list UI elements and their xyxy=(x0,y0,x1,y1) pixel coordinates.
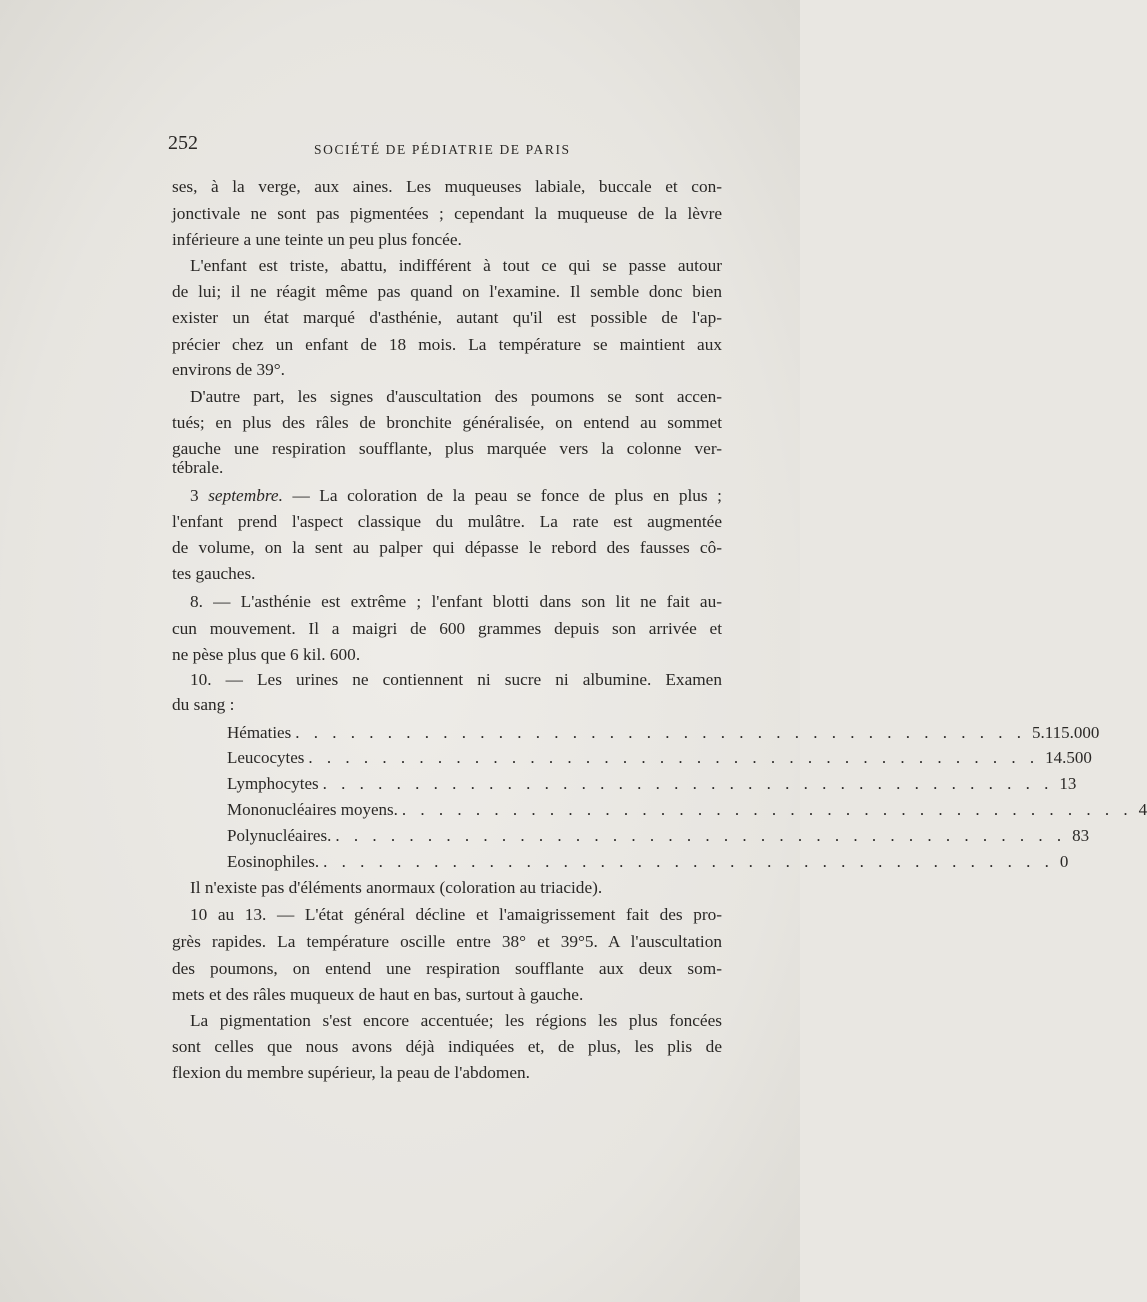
text-line: exister un état marqué d'asthénie, autant qu'il est possible de l'ap- xyxy=(172,308,722,327)
text-line: L'enfant est triste, abattu, indifférent à tout ce qui se passe autour xyxy=(190,256,722,275)
leader-dots: . . . . . . . . . . . . . . . . . . . . . . . . . . . . . . . . . . . . . . . . xyxy=(308,748,1040,767)
text-line: ne pèse plus que 6 kil. 600. xyxy=(172,645,361,664)
text-line: jonctivale ne sont pas pigmentées ; cependant la muqueuse de la lèvre xyxy=(172,204,722,223)
text-line: flexion du membre supérieur, la peau de l'abdomen. xyxy=(172,1063,531,1082)
row-value: 5.115.000 xyxy=(1031,723,1100,742)
date-italic: septembre. xyxy=(208,486,283,505)
text-line: tébrale. xyxy=(172,458,224,477)
text-line: des poumons, on entend une respiration soufflante aux deux som- xyxy=(172,959,722,978)
text-line: sont celles que nous avons déjà indiquées et, de plus, les plis de xyxy=(172,1037,722,1056)
blood-table-row xyxy=(227,799,1147,821)
text-line: Il n'existe pas d'éléments anormaux (coloration au triacide). xyxy=(190,878,603,897)
text-line: grès rapides. La température oscille entre 38° et 39°5. A l'auscultation xyxy=(172,932,722,951)
blood-table-row xyxy=(227,773,1077,795)
text-line: gauche une respiration soufflante, plus marquée vers la colonne ver- xyxy=(172,439,722,458)
text-line: du sang : xyxy=(172,695,235,714)
text-line: La pigmentation s'est encore accentuée; les régions les plus foncées xyxy=(190,1011,722,1030)
row-label: Mononucléaires moyens. xyxy=(227,800,398,819)
leader-dots: . . . . . . . . . . . . . . . . . . . . . . . . . . . . . . . . . . . . . . . . xyxy=(401,800,1133,819)
row-value: 14.500 xyxy=(1045,748,1092,767)
text-line xyxy=(190,485,722,507)
text-line: mets et des râles muqueux de haut en bas, surtout à gauche. xyxy=(172,985,584,1004)
row-value: 83 xyxy=(1072,826,1090,845)
row-value: 0 xyxy=(1059,852,1069,871)
line-text: — La coloration de la peau se fonce de plus en plus ; xyxy=(282,486,722,505)
leader-dots: . . . . . . . . . . . . . . . . . . . . . . . . . . . . . . . . . . . . . . . . xyxy=(335,826,1067,845)
text-line: inférieure a une teinte un peu plus foncée. xyxy=(172,230,462,249)
text-line: l'enfant prend l'aspect classique du mulâtre. La rate est augmentée xyxy=(172,512,722,531)
row-label: Leucocytes xyxy=(227,748,305,767)
text-line: 8. — L'asthénie est extrême ; l'enfant blotti dans son lit ne fait au- xyxy=(190,592,722,611)
row-value: 13 xyxy=(1059,774,1077,793)
text-line: ses, à la verge, aux aines. Les muqueuses labiale, buccale et con- xyxy=(172,177,722,196)
text-line: tués; en plus des râles de bronchite généralisée, on entend au sommet xyxy=(172,413,722,432)
blood-table-row xyxy=(227,722,1100,744)
leader-dots: . . . . . . . . . . . . . . . . . . . . . . . . . . . . . . . . . . . . . . . . xyxy=(295,723,1026,742)
row-label: Eosinophiles. xyxy=(227,852,320,871)
text-line: de volume, on la sent au palper qui dépasse le rebord des fausses cô- xyxy=(172,538,722,557)
leader-dots: . . . . . . . . . . . . . . . . . . . . . . . . . . . . . . . . . . . . . . . . xyxy=(323,852,1054,871)
text-line: D'autre part, les signes d'auscultation des poumons se sont accen- xyxy=(190,387,722,406)
row-label: Polynucléaires. xyxy=(227,826,332,845)
line-prefix: 3 xyxy=(190,486,209,505)
text-line: cun mouvement. Il a maigri de 600 grammes depuis son arrivée et xyxy=(172,619,722,638)
running-title: SOCIÉTÉ DE PÉDIATRIE DE PARIS xyxy=(314,142,571,157)
blood-table-row xyxy=(227,851,1069,873)
leader-dots: . . . . . . . . . . . . . . . . . . . . . . . . . . . . . . . . . . . . . . . . xyxy=(322,774,1054,793)
row-label: Lymphocytes xyxy=(227,774,319,793)
page-number: 252 xyxy=(168,132,198,154)
text-line: tes gauches. xyxy=(172,564,256,583)
row-label: Hématies xyxy=(227,723,292,742)
row-value: 4 xyxy=(1138,800,1147,819)
text-line: environs de 39°. xyxy=(172,360,285,379)
blood-table-row xyxy=(227,747,1092,769)
text-line: 10 au 13. — L'état général décline et l'amaigrissement fait des pro- xyxy=(190,905,722,924)
text-line: de lui; il ne réagit même pas quand on l'examine. Il semble donc bien xyxy=(172,282,722,301)
text-line: précier chez un enfant de 18 mois. La température se maintient aux xyxy=(172,335,722,354)
text-line: 10. — Les urines ne contiennent ni sucre ni albumine. Examen xyxy=(190,670,722,689)
blood-table-row xyxy=(227,825,1090,847)
